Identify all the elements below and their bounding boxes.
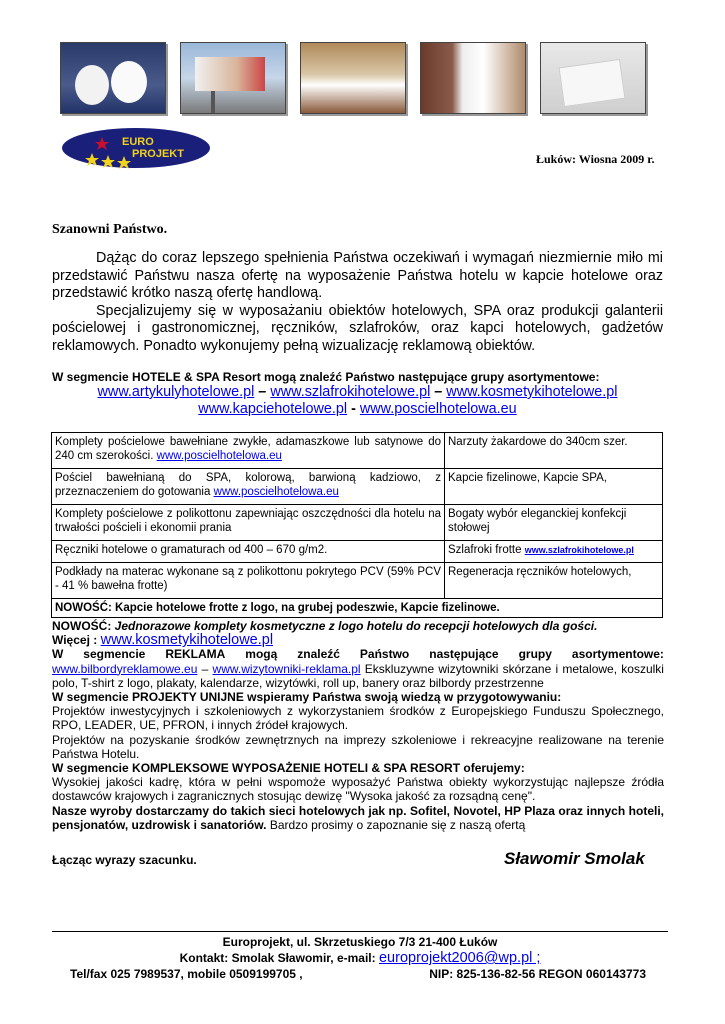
europrojekt-logo bbox=[60, 125, 212, 171]
table-link[interactable]: www.poscielhotelowa.eu bbox=[156, 450, 282, 462]
signer-name: Sławomir Smolak bbox=[504, 849, 645, 868]
towel-photo bbox=[540, 42, 646, 114]
letter-body bbox=[52, 250, 663, 356]
footer-contact: Kontakt: Smolak Sławomir, e-mail: europrojekt2006@wp.pl ; bbox=[179, 950, 541, 966]
email-link[interactable]: europrojekt2006@wp.pl ; bbox=[378, 950, 541, 966]
table-row: Komplety pościelowe z polikottonu zapewniając oszczędności dla hotelu na trwałości pościeli i ekonomii prania Bogaty wybór eleganckiej konfekcji stołowej bbox=[52, 505, 663, 541]
links-block: www.artykulyhotelowe.pl – www.szlafrokihotelowe.pl – www.kosmetykihotelowe.pl www.kapciehotelowe.pl - www.poscielhotelowa.eu bbox=[97, 384, 618, 417]
table-row: Ręczniki hotelowe o gramaturach od 400 – 670 g/m2. Szlafroki frotte www.szlafrokihotelowe.pl bbox=[52, 541, 663, 563]
link-poscielhotelowa[interactable]: www.poscielhotelowa.eu bbox=[359, 401, 517, 417]
lower-section: NOWOŚĆ: Jednorazowe komplety kosmetyczne z logo hotelu do recepcji hotelowych dla gości. Więcej : www.kosmetykihotelowe.pl W segmencie REKLAMA mogą znaleźć Państwo następujące grupy asortymentowe: www.bilbordyreklamowe.eu – www.wizytowniki-reklama.pl Ekskluzywne wizytowniki skórzane i metalowe, koszulki polo, T-shirt z logo, plakaty, kalendarze, wizytówki, roll up, banery oraz bilbordy przestrzenne W segmencie PROJEKTY UNIJNE wspieramy Państwa swoją wiedzą w przygotowywaniu: Projektów inwestycyjnych i szkoleniowych z wykorzystaniem środków z Europejskiego Funduszu Społecznego, RPO, LEADER, UE, PFRON, i innych źródeł krajowych. Projektów na pozyskanie środków zewnętrznych na imprezy szkoleniowe i rekreacyjne realizowane na terenie Państwa Hotelu. W segmencie KOMPLEKSOWE WYPOSAŻENIE HOTELI & SPA RESORT oferujemy: Wysokiej jakości kadrę, która w pełni wspomoże wyposażyć Państwa obiekty wykorzystując najlepsze źródła dostawców krajowych i zagranicznych stosując dewizę "Wysoka jakość za rozsądną cenę". Nasze wyroby dostarczamy do takich sieci hotelowych jak np. Sofitel, Novotel, HP Plaza oraz innych hoteli, pensjonatów, uzdrowisk i sanatoriów. Bardzo prosimy o zapoznanie się z naszą ofertą bbox=[52, 619, 664, 832]
link-artykulyhotelowe[interactable]: www.artykulyhotelowe.pl bbox=[97, 384, 255, 400]
footer-numbers: Tel/fax 025 7989537, mobile 0509199705 , NIP: 825-136-82-56 REGON 060143773 bbox=[70, 967, 646, 981]
table-row: Podkłady na materac wykonane są z polikottonu pokrytego PCV (59% PCV - 41 % bawełna frotte) Regeneracja ręczników hotelowych, bbox=[52, 563, 663, 599]
link-bilbordy[interactable]: www.bilbordyreklamowe.eu bbox=[52, 661, 198, 676]
closing-regards: Łącząc wyrazy szacunku. bbox=[52, 853, 197, 867]
footer-address: Europrojekt, ul. Skrzetuskiego 7/3 21-400 Łuków bbox=[222, 935, 498, 949]
paragraph: Specjalizujemy się w wyposażaniu obiektów hotelowych, SPA oraz produkcji galanterii pościelowej i gastronomicznej, ręczników, szlafroków, oraz kapci hotelowych, gadżetów reklamowych. Ponadto wykonujemy pełną wizualizację reklamową obiektów. bbox=[52, 302, 663, 354]
svg-text:EURO: EURO bbox=[122, 136, 154, 148]
greeting: Szanowni Państwo. bbox=[52, 222, 168, 237]
footer-divider bbox=[52, 931, 668, 932]
table-row: NOWOŚĆ: Kapcie hotelowe frotte z logo, na grubej podeszwie, Kapcie fizelinowe. bbox=[52, 599, 663, 618]
footer bbox=[52, 934, 668, 982]
paragraph: Dążąc do coraz lepszego spełnienia Państwa oczekiwań i wymagań niezmiernie miło mi przedstawić Państwu nasza ofertę na wyposażenie Państwa hotelu w kapcie hotelowe oraz przedstawić krótko naszą ofertę handlową. bbox=[52, 250, 663, 302]
link-szlafrokihotelowe[interactable]: www.szlafrokihotelowe.pl bbox=[270, 384, 431, 400]
table-link[interactable]: www.szlafrokihotelowe.pl bbox=[524, 545, 634, 555]
link-kosmetyki-more[interactable]: www.kosmetykihotelowe.pl bbox=[100, 632, 274, 649]
link-kapciehotelowe[interactable]: www.kapciehotelowe.pl bbox=[198, 401, 348, 417]
table-row: Komplety pościelowe bawełniane zwykłe, adamaszkowe lub satynowe do 240 cm szerokości. www.poscielhotelowa.eu Narzuty żakardowe do 340cm szer. bbox=[52, 433, 663, 469]
photo-strip bbox=[60, 42, 660, 114]
billboard-photo bbox=[180, 42, 286, 114]
link-wizytowniki[interactable]: www.wizytowniki-reklama.pl bbox=[212, 661, 361, 676]
offer-table bbox=[51, 432, 663, 618]
hotel-room-photo bbox=[300, 42, 406, 114]
table-link[interactable]: www.poscielhotelowa.eu bbox=[213, 486, 339, 498]
segment-hotels-heading: W segmencie HOTELE & SPA Resort mogą znaleźć Państwo następujące grupy asortymentowe: bbox=[52, 370, 600, 384]
letter-date: Łuków: Wiosna 2009 r. bbox=[536, 152, 655, 166]
bathrobe-photo bbox=[420, 42, 526, 114]
table-row: Pościel bawełnianą do SPA, kolorową, barwioną kadziowo, z przeznaczeniem do gotowania www.poscielhotelowa.eu Kapcie fizelinowe, Kapcie SPA, bbox=[52, 469, 663, 505]
link-kosmetykihotelowe[interactable]: www.kosmetykihotelowe.pl bbox=[446, 384, 618, 400]
slippers-photo bbox=[60, 42, 166, 114]
svg-text:PROJEKT: PROJEKT bbox=[132, 148, 184, 160]
